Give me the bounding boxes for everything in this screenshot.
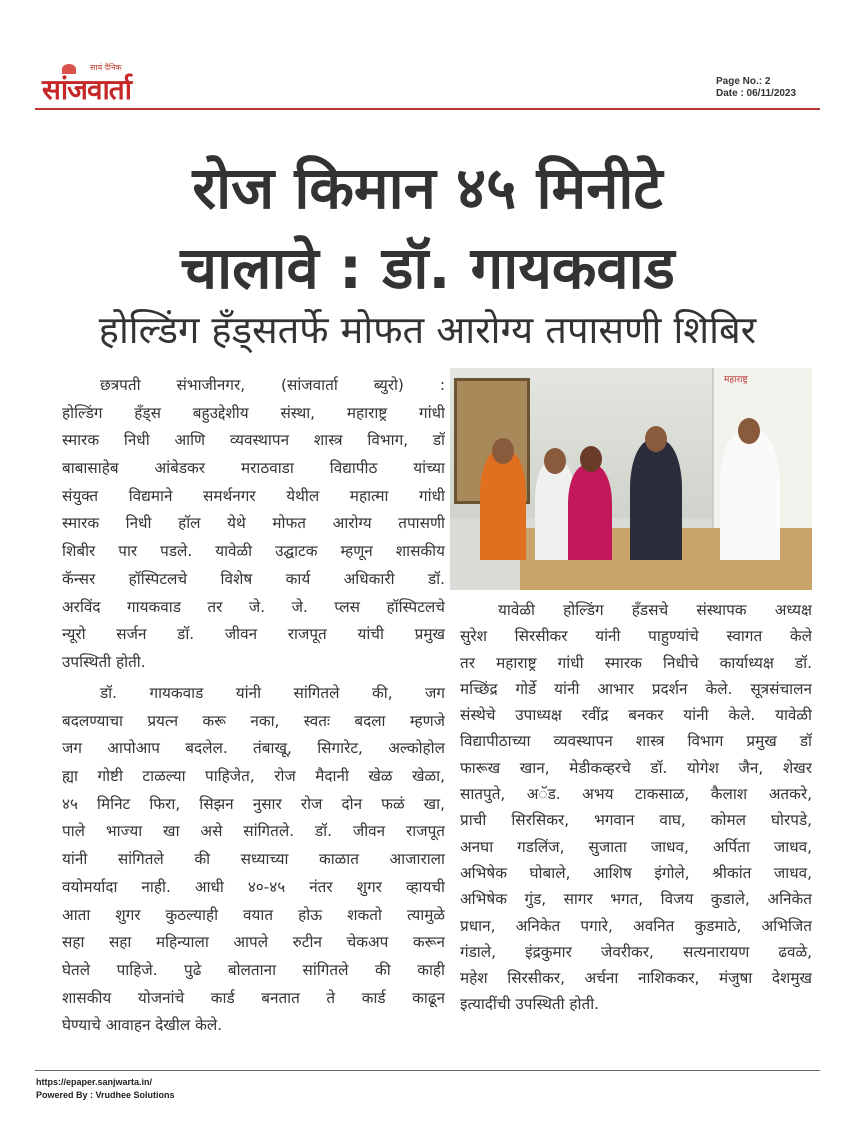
footer-powered-by: Powered By : Vrudhee Solutions: [36, 1090, 175, 1100]
article-line: बदलण्याचा प्रयत्न करू नका, स्वतः बदला म्हणजे: [62, 711, 445, 730]
page-date: Date : 06/11/2023: [716, 88, 797, 99]
article-paragraph-2: [62, 680, 445, 1040]
page-info: [716, 76, 796, 100]
article-line: घेण्याचे आवाहन देखील केले.: [62, 1016, 223, 1035]
article-line: बाबासाहेब आंबेडकर मराठवाडा विद्यापीठ यांच्या: [62, 459, 445, 478]
article-line: वयोमर्यादा नाही. आधी ४०-४५ नंतर शुगर व्हायची: [62, 877, 445, 896]
article-line: मच्छिंद्र गोर्डे यांनी आभार प्रदर्शन केले. सूत्रसंचालन: [460, 679, 812, 698]
article-line: छत्रपती संभाजीनगर, (सांजवार्ता ब्युरो) :: [100, 376, 445, 394]
headline: [35, 148, 820, 308]
article-line: पाले भाज्या खा असे सांगितले. डॉ. जीवन राजपूत: [62, 822, 445, 841]
page-number: Page No.: 2: [716, 76, 771, 87]
article-line: डॉ. गायकवाड यांनी सांगितले की, जग: [100, 684, 445, 702]
event-photo: [450, 368, 812, 590]
footer-url[interactable]: https://epaper.sanjwarta.in/: [36, 1077, 153, 1087]
article-line: यांनी सांगितले की सध्याच्या काळात आजाराला: [62, 850, 445, 869]
article-line: सातपुते, अॅड. अभय टाकसाळ, कैलाश अतकरे,: [460, 785, 812, 804]
event-banner: महाराष्ट्र: [712, 368, 812, 558]
article-paragraph-3: [460, 597, 812, 1018]
article-line: जग आपोआप बदलेल. तंबाखू, सिगारेट, अल्कोहोल: [62, 739, 445, 758]
header-divider: [35, 108, 820, 110]
headline-line-2: चालावे : डॉ. गायकवाड: [180, 234, 675, 302]
article-line: सुरेश सिरसीकर यांनी पाहुण्यांचे स्वागत केले: [460, 627, 812, 646]
article-line: यावेळी होल्डिंग हँडसचे संस्थापक अध्यक्ष: [498, 601, 812, 619]
article-line: अनघा गडलिंज, सुजाता जाधव, अर्पिता जाधव,: [460, 837, 812, 856]
logo-tagline: सायं दैनिक: [90, 63, 122, 72]
article-line: संस्थेचे उपाध्यक्ष रवींद्र बनकर यांनी केले. यावेळी: [460, 706, 812, 725]
article-line: संयुक्त विद्यमाने समर्थनगर येथील महात्मा गांधी: [62, 486, 445, 505]
article-line: न्यूरो सर्जन डॉ. जीवन राजपूत यांची प्रमुख: [62, 625, 445, 644]
article-line: अभिषेक घोबाले, आशिष इंगोले, श्रीकांत जाधव,: [460, 863, 812, 882]
logo-text: सांजवार्ता: [42, 73, 131, 106]
article-line: अरविंद गायकवाड तर जे. जे. प्लस हॉस्पिटलचे: [62, 597, 445, 616]
article-line: इत्यादींची उपस्थिती होती.: [460, 995, 600, 1014]
article-line: उपस्थिती होती.: [62, 652, 146, 671]
article-line: तर महाराष्ट्र गांधी स्मारक निधीचे कार्याध्यक्ष डॉ.: [460, 653, 812, 672]
article-line: प्राची सिरसिकर, भगवान वाघ, कोमल घोरपडे,: [460, 811, 812, 830]
headline-line-1: रोज किमान ४५ मिनीटे: [192, 154, 663, 222]
article-line: कॅन्सर हॉस्पिटलचे विशेष कार्य अधिकारी डॉ.: [62, 569, 445, 588]
article-line: स्मारक निधी हॉल येथे मोफत आरोग्य तपासणी: [62, 514, 445, 533]
article-line: गंडाले, इंद्रकुमार जेवरीकर, सत्यनारायण ढवळे,: [460, 942, 812, 961]
article-line: महेश सिरसीकर, अर्चना नाशिककर, मंजुषा देशमुख: [460, 969, 812, 988]
article-line: प्रधान, अनिकेत पगारे, अवनित कुडमाठे, अभिजित: [460, 916, 812, 935]
article-line: अभिषेक गुंड, सागर भगत, विजय कुडाले, अनिकेत: [460, 890, 812, 909]
article-line: शासकीय योजनांचे कार्ड बनतात ते कार्ड काढून: [62, 988, 445, 1007]
subheading: होल्डिंग हँड्सतर्फे मोफत आरोग्य तपासणी शिबिर: [98, 308, 757, 352]
article-line: ह्या गोष्टी टाळल्या पाहिजेत, रोज मैदानी खेळ खेळा,: [62, 767, 445, 786]
article-line: फारूख खान, मेडीकव्हरचे डॉ. योगेश जैन, शेखर: [460, 758, 812, 777]
article-line: ४५ मिनिट फिरा, सिझन नुसार रोज दोन फळं खा,: [62, 794, 445, 813]
article-line: स्मारक निधी आणि व्यवस्थापन शास्त्र विभाग, डॉ: [62, 431, 445, 450]
footer-divider: [35, 1070, 820, 1071]
article-line: घेतले पाहिजे. पुढे बोलताना सांगितले की काही: [62, 960, 445, 979]
newspaper-logo: [38, 62, 168, 104]
article-paragraph-1: [62, 372, 445, 677]
article-line: शिबीर पार पडले. यावेळी उद्घाटक म्हणून शासकीय: [62, 542, 445, 561]
article-line: आता शुगर कुठल्याही वयात होऊ शकतो त्यामुळे: [62, 905, 445, 924]
article-line: विद्यापीठाच्या व्यवस्थापन शास्त्र विभाग प्रमुख डॉ: [460, 732, 812, 751]
article-line: होल्डिंग हँड्स बहुउद्देशीय संस्था, महाराष्ट्र गांधी: [62, 403, 445, 422]
article-line: सहा सहा महिन्याला आपले रुटीन चेकअप करून: [62, 933, 445, 952]
